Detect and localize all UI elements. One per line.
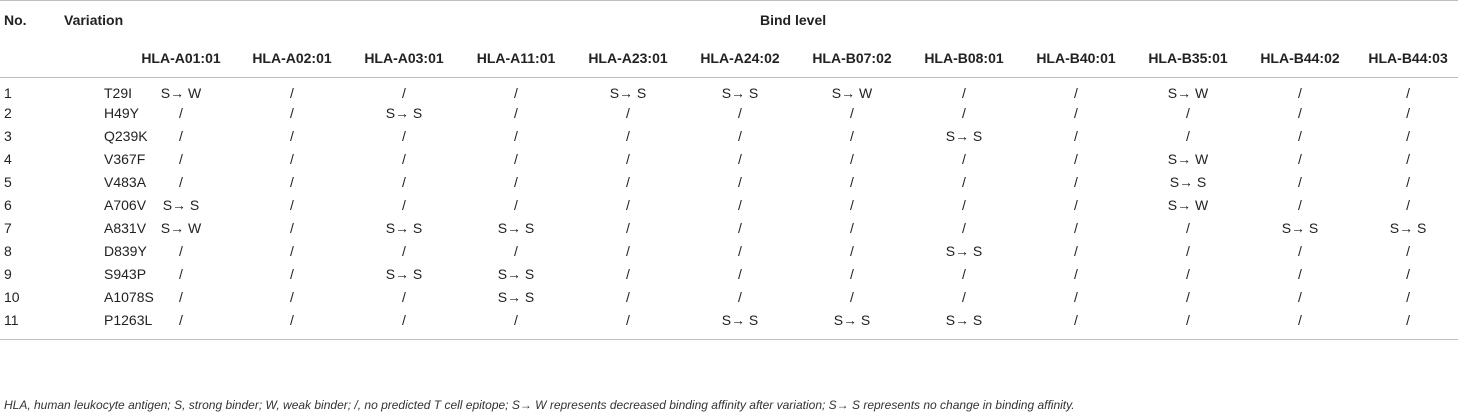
bind-level-cell: S→ W <box>160 219 202 236</box>
bind-level-cell: / <box>850 242 854 259</box>
row-variation: V367F <box>104 150 146 167</box>
bind-level-cell: / <box>738 196 742 213</box>
bind-level-cell: / <box>850 265 854 282</box>
bind-level-cell: S→ S <box>385 104 423 121</box>
table-row <box>0 193 1458 216</box>
header-allele: HLA-B44:03 <box>1368 50 1448 66</box>
bind-level-cell: / <box>850 150 854 167</box>
bind-level-cell: / <box>962 219 966 236</box>
row-variation: A1078S <box>104 288 154 305</box>
bind-level-cell: S→ S <box>908 308 1020 339</box>
bind-level-cell: / <box>626 127 630 144</box>
bind-level-cell: / <box>514 150 518 167</box>
table-row <box>0 216 1458 239</box>
bind-level-cell: / <box>1074 196 1078 213</box>
bind-level-cell: S→ W <box>831 85 873 101</box>
header-no: No. <box>0 1 52 40</box>
bind-level-cell: / <box>738 150 742 167</box>
header-allele: HLA-B35:01 <box>1148 50 1228 66</box>
bind-level-cell: S→ S <box>385 265 423 282</box>
header-allele: HLA-B08:01 <box>924 50 1004 66</box>
bind-level-cell: / <box>1074 288 1078 305</box>
bind-level-cell: / <box>1406 265 1411 282</box>
bind-level-cell: / <box>1074 219 1078 236</box>
row-variation: D839Y <box>104 242 147 259</box>
bind-level-cell: / <box>236 308 348 339</box>
row-number: 3 <box>4 127 12 144</box>
bind-level-cell: / <box>1186 219 1190 236</box>
bind-level-cell: / <box>850 288 854 305</box>
bind-level-cell: / <box>850 196 854 213</box>
header-allele: HLA-A24:02 <box>700 50 780 66</box>
row-number: 11 <box>0 308 52 339</box>
bind-level-cell: S→ S <box>684 308 796 339</box>
bind-level-cell: / <box>290 219 294 236</box>
bind-level-cell: / <box>1298 288 1302 305</box>
bind-level-cell: / <box>290 173 294 190</box>
bind-level-cell: / <box>1074 127 1078 144</box>
bind-level-cell: / <box>290 104 294 121</box>
bind-level-cell: / <box>514 104 518 121</box>
table-row <box>0 170 1458 193</box>
bind-level-cell: S→ S <box>497 288 535 305</box>
bind-level-cell: / <box>1406 150 1411 167</box>
row-variation: P1263L <box>52 308 126 339</box>
table-body <box>0 78 1458 340</box>
bind-level-cell: / <box>290 242 294 259</box>
bind-level-cell: / <box>1186 242 1190 259</box>
header-bind-level: Bind level <box>126 1 1458 40</box>
table-row <box>0 147 1458 170</box>
bind-level-cell: / <box>402 242 406 259</box>
table-row <box>0 285 1458 308</box>
table-row <box>0 124 1458 147</box>
row-number: 9 <box>4 265 12 282</box>
row-number: 7 <box>4 219 12 236</box>
table-footnote: HLA, human leukocyte antigen; S, strong binder; W, weak binder; /, no predicted T cell epitope; S→ W represents decreased binding affinity after variation; S→ S represents no change in binding affinity. <box>4 398 1075 412</box>
bind-level-cell: / <box>738 265 742 282</box>
bind-level-cell: / <box>1356 308 1458 339</box>
bind-level-cell: / <box>402 85 406 101</box>
bind-level-cell: / <box>402 173 406 190</box>
bind-level-cell: / <box>402 150 406 167</box>
bind-level-cell: / <box>626 173 630 190</box>
bind-level-cell: / <box>1406 196 1411 213</box>
header-allele: HLA-B44:02 <box>1260 50 1340 66</box>
row-variation: T29I <box>104 85 133 101</box>
header-allele: HLA-A02:01 <box>252 50 332 66</box>
table-row <box>0 308 1458 339</box>
bind-level-cell: / <box>850 173 854 190</box>
bind-level-cell: / <box>514 127 518 144</box>
bind-level-cell: / <box>514 85 518 101</box>
bind-level-cell: / <box>962 288 966 305</box>
bind-level-cell: / <box>962 104 966 121</box>
bind-level-cell: / <box>179 288 183 305</box>
bind-level-cell: / <box>460 308 572 339</box>
bind-level-cell: / <box>126 308 236 339</box>
row-variation: A706V <box>104 196 147 213</box>
bind-level-cell: / <box>1406 104 1411 121</box>
bind-level-cell: / <box>962 196 966 213</box>
bind-level-cell: S→ S <box>1281 219 1319 236</box>
row-number: 4 <box>4 150 12 167</box>
bind-level-cell: / <box>514 242 518 259</box>
header-allele: HLA-A01:01 <box>141 50 221 66</box>
bind-level-cell: / <box>572 308 684 339</box>
bind-level-cell: S→ S <box>721 85 759 101</box>
bind-level-cell: / <box>738 288 742 305</box>
bind-level-cell: / <box>738 219 742 236</box>
bind-level-cell: / <box>402 196 406 213</box>
bind-level-cell: / <box>1074 150 1078 167</box>
header-allele: HLA-A11:01 <box>476 50 556 66</box>
header-allele: HLA-A03:01 <box>364 50 444 66</box>
bind-level-cell: / <box>1298 196 1302 213</box>
bind-level-cell: S→ S <box>497 219 535 236</box>
bind-level-cell: / <box>1074 242 1078 259</box>
bind-level-cell: / <box>738 242 742 259</box>
row-variation: S943P <box>104 265 147 282</box>
bind-level-cell: / <box>514 196 518 213</box>
bind-level-cell: / <box>738 127 742 144</box>
bind-level-cell: S→ S <box>796 308 908 339</box>
row-number: 2 <box>4 104 12 121</box>
bind-level-cell: / <box>402 127 406 144</box>
bind-level-cell: S→ W <box>1167 85 1209 101</box>
row-variation: Q239K <box>104 127 148 144</box>
table-row <box>0 262 1458 285</box>
bind-level-cell: / <box>1186 104 1190 121</box>
bind-level-cell: / <box>179 242 183 259</box>
row-number: 6 <box>4 196 12 213</box>
bind-level-cell: / <box>290 127 294 144</box>
bind-level-cell: / <box>1406 127 1411 144</box>
table-row <box>0 239 1458 262</box>
bind-level-cell: / <box>1298 127 1302 144</box>
bind-level-cell: / <box>1406 242 1411 259</box>
bind-level-cell: / <box>179 127 183 144</box>
bind-level-cell: S→ S <box>945 242 983 259</box>
header-variation: Variation <box>52 1 126 40</box>
table-row <box>0 78 1458 102</box>
bind-level-cell: / <box>514 173 518 190</box>
bind-level-cell: / <box>1298 85 1302 101</box>
bind-level-cell: / <box>1298 104 1302 121</box>
bind-level-cell: / <box>1074 85 1078 101</box>
bind-level-cell: S→ S <box>1389 219 1427 236</box>
bind-level-cell: / <box>290 265 294 282</box>
bind-level-cell: / <box>962 150 966 167</box>
bind-level-cell: / <box>1298 242 1302 259</box>
bind-level-cell: / <box>1074 173 1078 190</box>
bind-level-cell: / <box>402 288 406 305</box>
row-variation: H49Y <box>104 104 140 121</box>
bind-level-cell: / <box>626 150 630 167</box>
bind-level-cell: / <box>738 173 742 190</box>
bind-level-cell: / <box>962 265 966 282</box>
bind-level-cell: / <box>290 288 294 305</box>
bind-level-cell: / <box>850 104 854 121</box>
bind-level-cell: S→ W <box>1167 196 1209 213</box>
bind-level-cell: / <box>626 265 630 282</box>
bind-level-cell: / <box>1406 85 1411 101</box>
header-allele: HLA-B40:01 <box>1036 50 1116 66</box>
bind-level-cell: / <box>179 150 183 167</box>
bind-level-cell: S→ S <box>609 85 647 101</box>
bind-level-cell: / <box>1298 173 1302 190</box>
bind-level-cell: / <box>1074 265 1078 282</box>
bind-level-cell: / <box>1244 308 1356 339</box>
row-number: 5 <box>4 173 12 190</box>
bind-level-cell: / <box>1186 288 1190 305</box>
row-number: 1 <box>4 85 12 101</box>
bind-level-cell: / <box>626 104 630 121</box>
bind-level-cell: / <box>290 150 294 167</box>
bind-level-cell: / <box>1186 127 1190 144</box>
bind-level-cell: / <box>1074 104 1078 121</box>
bind-level-cell: / <box>850 219 854 236</box>
bind-level-cell: / <box>1406 288 1411 305</box>
bind-level-cell: / <box>179 104 183 121</box>
header-allele: HLA-B07:02 <box>812 50 892 66</box>
bind-level-cell: S→ S <box>945 127 983 144</box>
bind-level-cell: / <box>1186 265 1190 282</box>
bind-level-cell: S→ S <box>162 196 200 213</box>
bind-level-cell: S→ W <box>1167 150 1209 167</box>
bind-level-cell: S→ S <box>1169 173 1207 190</box>
row-variation: A831V <box>104 219 147 236</box>
bind-level-cell: / <box>738 104 742 121</box>
bind-level-cell: S→ S <box>497 265 535 282</box>
bind-level-cell: / <box>626 196 630 213</box>
bind-level-cell: / <box>179 265 183 282</box>
row-number: 10 <box>4 288 20 305</box>
bind-level-cell: / <box>290 85 294 101</box>
bind-level-cell: / <box>1406 173 1411 190</box>
row-variation: V483A <box>104 173 147 190</box>
bind-level-cell: / <box>179 173 183 190</box>
bind-level-cell: / <box>290 196 294 213</box>
allele-header-row <box>0 39 1458 78</box>
bind-level-cell: / <box>626 242 630 259</box>
bind-level-cell: / <box>1020 308 1132 339</box>
bind-level-cell: / <box>962 85 966 101</box>
row-number: 8 <box>4 242 12 259</box>
table-row <box>0 101 1458 124</box>
bind-level-cell: S→ S <box>385 219 423 236</box>
bind-level-cell: / <box>962 173 966 190</box>
bind-level-cell: / <box>626 219 630 236</box>
bind-level-cell: / <box>850 127 854 144</box>
bind-level-cell: / <box>1132 308 1244 339</box>
bind-level-cell: / <box>348 308 460 339</box>
bind-level-cell: / <box>1298 265 1302 282</box>
bind-level-cell: / <box>1298 150 1302 167</box>
bind-level-cell: S→ W <box>160 85 202 101</box>
header-allele: HLA-A23:01 <box>588 50 668 66</box>
bind-level-cell: / <box>626 288 630 305</box>
